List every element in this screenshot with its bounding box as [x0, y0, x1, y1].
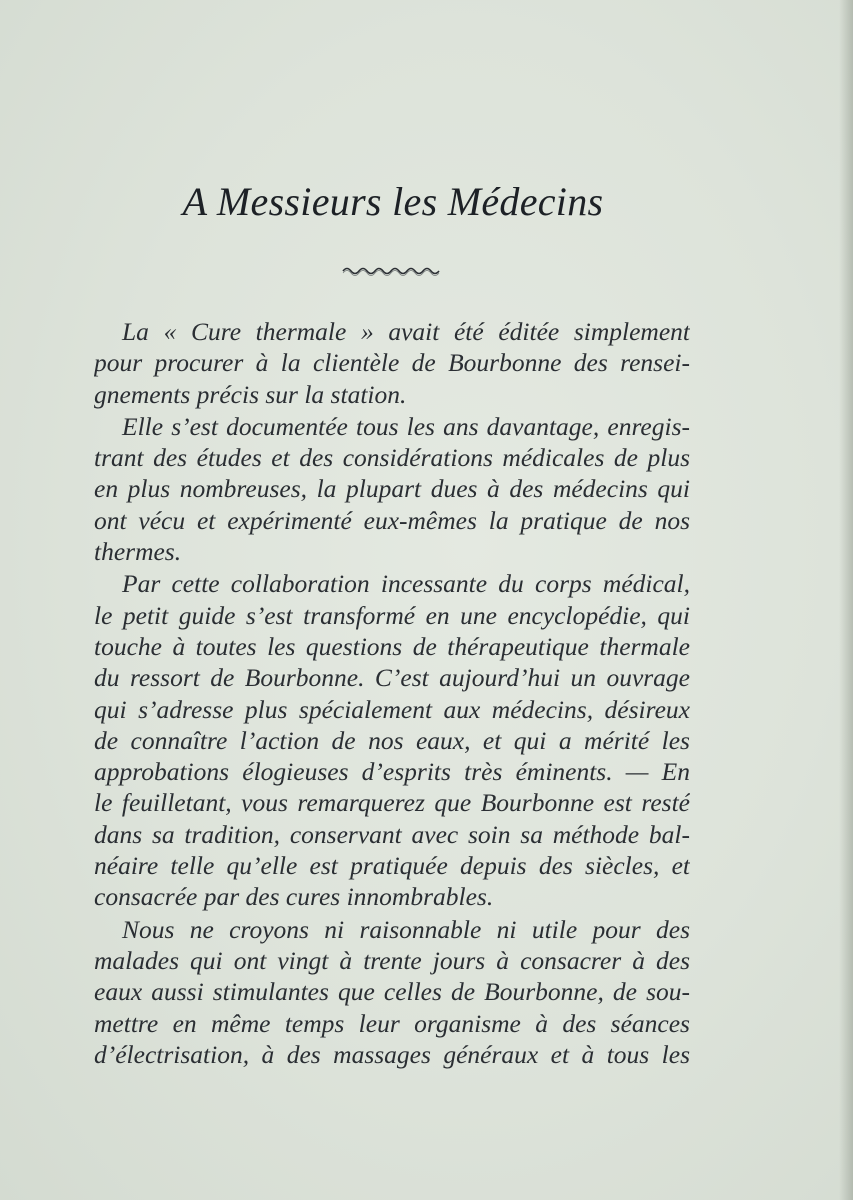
- text-line: La « Cure thermale » avait été éditée simplement: [122, 317, 690, 346]
- text-line: dans sa tradition, conservant avec soin sa méthode bal-: [94, 819, 690, 849]
- text-line: thermes.: [94, 537, 182, 567]
- page-title: A Messieurs les Médecins: [182, 179, 604, 224]
- text-line: malades qui ont vingt à trente jours à consacrer à des: [94, 945, 690, 975]
- paragraph: [94, 411, 690, 567]
- page-edge-shadow: [839, 0, 853, 1200]
- text-line: de connaître l’action de nos eaux, et qui a mérité les: [94, 725, 690, 755]
- text-line: touche à toutes les questions de thérapeutique thermale: [94, 631, 690, 661]
- text-line: Elle s’est documentée tous les ans davantage, enregis-: [122, 411, 690, 441]
- text-line: ont vécu et expérimenté eux-mêmes la pratique de nos: [94, 505, 690, 535]
- wavy-rule-ornament: [341, 264, 441, 278]
- text-line: du ressort de Bourbonne. C’est aujourd’hui un ouvrage: [94, 663, 690, 693]
- text-line: Nous ne croyons ni raisonnable ni utile pour des: [122, 914, 690, 944]
- text-line: le petit guide s’est transformé en une encyclopédie, qui: [94, 600, 690, 630]
- text-line: eaux aussi stimulantes que celles de Bourbonne, de sou-: [94, 977, 690, 1007]
- paragraph: [94, 568, 690, 912]
- paragraph: [94, 316, 690, 410]
- text-line: consacrée par des cures innombrables.: [94, 882, 494, 912]
- text-line: d’électrisation, à des massages généraux et à tous les: [94, 1039, 690, 1069]
- text-line: trant des études et des considérations médicales de plus: [94, 443, 690, 473]
- text-line: Par cette collaboration incessante du corps médical,: [122, 569, 690, 599]
- text-line: le feuilletant, vous remarquerez que Bourbonne est resté: [94, 788, 690, 818]
- text-line: mettre en même temps leur organisme à des séances: [94, 1008, 690, 1038]
- paragraph: [94, 914, 690, 1070]
- body-text: [94, 316, 690, 1070]
- text-line: néaire telle qu’elle est pratiquée depuis des siècles, et: [94, 851, 690, 881]
- text-line: qui s’adresse plus spécialement aux médecins, désireux: [94, 694, 690, 724]
- text-line: en plus nombreuses, la plupart dues à des médecins qui: [94, 474, 690, 504]
- text-line: approbations élogieuses d’esprits très éminents. — En: [94, 757, 690, 787]
- text-line: gnements précis sur la station.: [94, 379, 407, 409]
- text-line: pour procurer à la clientèle de Bourbonne des rensei-: [94, 348, 690, 378]
